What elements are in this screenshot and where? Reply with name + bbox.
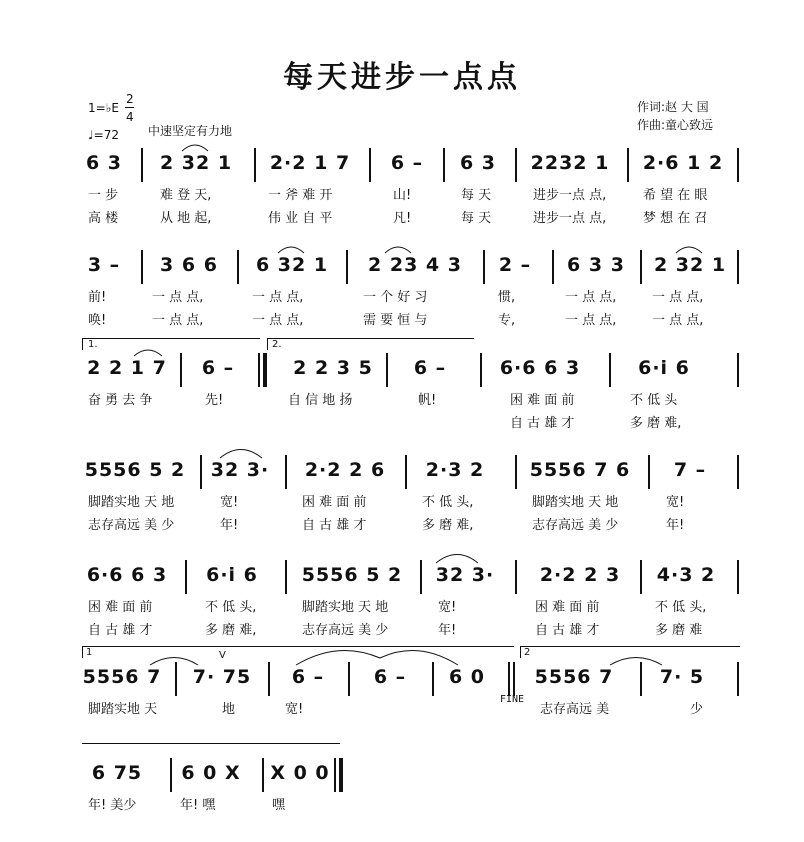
lyric-4-5-b: 志存高远 美 少 bbox=[532, 518, 619, 533]
lyric-6-2-a: 地 bbox=[222, 702, 236, 717]
measure-5-2: 6·i 6 bbox=[206, 564, 258, 586]
measure-3-1: 2 2 1 7 bbox=[87, 357, 167, 379]
lyric-3-5-b: 自 古 雄 才 bbox=[510, 416, 575, 431]
lyric-4-5-a: 脚踏实地 天 地 bbox=[532, 495, 619, 510]
measure-6-6: 5556 7 bbox=[534, 666, 614, 688]
measure-7-1: 6 75 bbox=[91, 762, 143, 784]
tempo-marking: ♩=72 bbox=[88, 128, 119, 142]
measure-4-4: 2·3 2 bbox=[425, 459, 485, 481]
lyric-1-4-a: 山! bbox=[393, 188, 412, 203]
measure-2-3: 6 32 1 bbox=[255, 254, 329, 276]
lyric-3-6-b: 多 磨 难, bbox=[630, 416, 682, 431]
lyric-1-6-b: 进步一点 点, bbox=[533, 211, 607, 226]
measure-2-6: 6 3 3 bbox=[567, 254, 625, 276]
lyric-4-4-b: 多 磨 难, bbox=[422, 518, 474, 533]
lyric-3-4-a: 帆! bbox=[418, 393, 437, 408]
measure-1-6: 2232 1 bbox=[530, 152, 610, 174]
lyric-2-6-a: 一 点 点, bbox=[565, 290, 617, 305]
lyric-7-3-a: 嘿 bbox=[272, 798, 286, 813]
lyric-1-3-a: 一 斧 难 开 bbox=[268, 188, 333, 203]
key-signature: 1=♭E bbox=[88, 101, 119, 115]
staff-row-2 bbox=[0, 254, 804, 334]
staff-row-3 bbox=[0, 339, 804, 437]
lyric-5-3-b: 志存高远 美 少 bbox=[302, 623, 389, 638]
measure-5-5: 2·2 2 3 bbox=[539, 564, 621, 586]
lyric-4-2-a: 宽! bbox=[220, 495, 239, 510]
measure-1-5: 6 3 bbox=[459, 152, 497, 174]
lyric-1-7-b: 梦 想 在 召 bbox=[643, 211, 708, 226]
lyric-2-2-a: 一 点 点, bbox=[152, 290, 204, 305]
lyric-4-3-b: 自 古 雄 才 bbox=[302, 518, 367, 533]
time-signature-numerator: 2 bbox=[126, 92, 134, 106]
measure-3-6: 6·i 6 bbox=[638, 357, 690, 379]
staff-row-7 bbox=[0, 762, 804, 822]
lyric-6-6-a: 志存高远 美 bbox=[540, 702, 610, 717]
measure-3-3: 2 2 3 5 bbox=[293, 357, 373, 379]
measure-5-4: 32 3· bbox=[435, 564, 495, 586]
lyric-5-3-a: 脚踏实地 天 地 bbox=[302, 600, 389, 615]
composer-credit: 作曲:童心致远 bbox=[637, 118, 714, 132]
measure-6-5: 6 0 bbox=[448, 666, 486, 688]
staff-row-6 bbox=[0, 647, 804, 726]
lyric-2-7-a: 一 点 点, bbox=[652, 290, 704, 305]
lyric-1-3-b: 伟 业 自 平 bbox=[268, 211, 333, 226]
lyric-3-2-a: 先! bbox=[205, 393, 224, 408]
lyric-2-5-b: 专, bbox=[498, 313, 516, 328]
lyric-3-1-a: 奋 勇 去 争 bbox=[88, 393, 153, 408]
lyric-2-2-b: 一 点 点, bbox=[152, 313, 204, 328]
lyric-6-1-a: 脚踏实地 天 bbox=[88, 702, 158, 717]
lyric-5-2-b: 多 磨 难, bbox=[205, 623, 257, 638]
lyric-4-1-a: 脚踏实地 天 地 bbox=[88, 495, 175, 510]
measure-6-7: 7· 5 bbox=[659, 666, 705, 688]
lyric-1-2-b: 从 地 起, bbox=[160, 211, 212, 226]
measure-6-4: 6 – bbox=[373, 666, 407, 688]
lyric-1-6-a: 进步一点 点, bbox=[533, 188, 607, 203]
measure-4-1: 5556 5 2 bbox=[84, 459, 186, 481]
measure-1-2: 2 32 1 bbox=[159, 152, 233, 174]
lyric-4-3-a: 困 难 面 前 bbox=[302, 495, 367, 510]
measure-4-2: 32 3· bbox=[210, 459, 270, 481]
measure-2-5: 2 – bbox=[498, 254, 532, 276]
measure-3-5: 6·6 6 3 bbox=[499, 357, 581, 379]
lyric-1-1-a: 一 步 bbox=[88, 188, 119, 203]
lyric-4-4-a: 不 低 头, bbox=[422, 495, 474, 510]
measure-5-1: 6·6 6 3 bbox=[86, 564, 168, 586]
volta-1b-label: 1 bbox=[86, 647, 93, 658]
lyric-7-1-a: 年! 美少 bbox=[88, 798, 137, 813]
lyric-7-2-a: 年! 嘿 bbox=[180, 798, 216, 813]
lyric-1-7-a: 希 望 在 眼 bbox=[643, 188, 708, 203]
lyric-4-6-a: 宽! bbox=[666, 495, 685, 510]
measure-4-6: 7 – bbox=[673, 459, 707, 481]
lyric-2-7-b: 一 点 点, bbox=[652, 313, 704, 328]
volta-2b-label: 2 bbox=[524, 647, 531, 658]
lyric-5-5-b: 自 古 雄 才 bbox=[535, 623, 600, 638]
measure-1-3: 2·2 1 7 bbox=[269, 152, 351, 174]
time-signature-denominator: 4 bbox=[126, 110, 134, 124]
measure-6-3: 6 – bbox=[291, 666, 325, 688]
measure-2-7: 2 32 1 bbox=[653, 254, 727, 276]
expression-marking: 中速坚定有力地 bbox=[148, 124, 233, 138]
lyric-6-3-a: 宽! bbox=[285, 702, 304, 717]
lyric-1-1-b: 高 楼 bbox=[88, 211, 119, 226]
lyric-5-6-a: 不 低 头, bbox=[655, 600, 707, 615]
lyric-5-1-a: 困 难 面 前 bbox=[88, 600, 153, 615]
lyric-5-2-a: 不 低 头, bbox=[205, 600, 257, 615]
lyric-3-6-a: 不 低 头 bbox=[630, 393, 678, 408]
lyric-2-4-a: 一 个 好 习 bbox=[363, 290, 428, 305]
lyric-4-6-b: 年! bbox=[666, 518, 685, 533]
staff-row-1 bbox=[0, 152, 804, 232]
measure-4-5: 5556 7 6 bbox=[529, 459, 631, 481]
lyric-1-2-a: 难 登 天, bbox=[160, 188, 212, 203]
measure-1-4: 6 – bbox=[390, 152, 424, 174]
measure-7-2: 6 0 X bbox=[181, 762, 241, 784]
lyric-1-5-a: 每 天 bbox=[461, 188, 492, 203]
volta-1-label: 1. bbox=[88, 339, 98, 350]
measure-7-3: X 0 0 bbox=[270, 762, 330, 784]
lyric-2-1-b: 唤! bbox=[88, 313, 107, 328]
measure-2-4: 2 23 4 3 bbox=[368, 254, 462, 276]
lyric-2-3-b: 一 点 点, bbox=[252, 313, 304, 328]
measure-4-3: 2·2 2 6 bbox=[304, 459, 386, 481]
staff-row-4 bbox=[0, 459, 804, 539]
staff-row-5 bbox=[0, 564, 804, 644]
measure-1-1: 6 3 bbox=[85, 152, 123, 174]
lyric-1-4-b: 凡! bbox=[393, 211, 412, 226]
lyric-4-1-b: 志存高远 美 少 bbox=[88, 518, 175, 533]
lyric-3-5-a: 困 难 面 前 bbox=[510, 393, 575, 408]
lyricist-credit: 作词:赵 大 国 bbox=[637, 100, 709, 114]
measure-5-6: 4·3 2 bbox=[656, 564, 716, 586]
fine-marking: FINE bbox=[500, 694, 525, 705]
lyric-2-3-a: 一 点 点, bbox=[252, 290, 304, 305]
measure-6-1: 5556 7 bbox=[82, 666, 162, 688]
lyric-5-1-b: 自 古 雄 才 bbox=[88, 623, 153, 638]
lyric-6-7-a: 少 bbox=[690, 702, 704, 717]
song-title: 每天进步一点点 bbox=[283, 60, 521, 95]
volta-2-label: 2. bbox=[272, 339, 282, 350]
breath-mark: V bbox=[219, 650, 226, 661]
lyric-2-4-b: 需 要 恒 与 bbox=[363, 313, 428, 328]
lyric-3-3-a: 自 信 地 扬 bbox=[288, 393, 353, 408]
lyric-2-5-a: 惯, bbox=[498, 290, 516, 305]
measure-1-7: 2·6 1 2 bbox=[642, 152, 724, 174]
lyric-2-1-a: 前! bbox=[88, 290, 107, 305]
measure-2-2: 3 6 6 bbox=[160, 254, 218, 276]
lyric-5-5-a: 困 难 面 前 bbox=[535, 600, 600, 615]
lyric-5-4-a: 宽! bbox=[438, 600, 457, 615]
lyric-5-6-b: 多 磨 难 bbox=[655, 623, 703, 638]
measure-3-4: 6 – bbox=[413, 357, 447, 379]
lyric-4-2-b: 年! bbox=[220, 518, 239, 533]
measure-5-3: 5556 5 2 bbox=[301, 564, 403, 586]
lyric-2-6-b: 一 点 点, bbox=[565, 313, 617, 328]
measure-3-2: 6 – bbox=[201, 357, 235, 379]
measure-6-2: 7· 75 bbox=[192, 666, 252, 688]
measure-2-1: 3 – bbox=[87, 254, 121, 276]
lyric-1-5-b: 每 天 bbox=[461, 211, 492, 226]
lyric-5-4-b: 年! bbox=[438, 623, 457, 638]
